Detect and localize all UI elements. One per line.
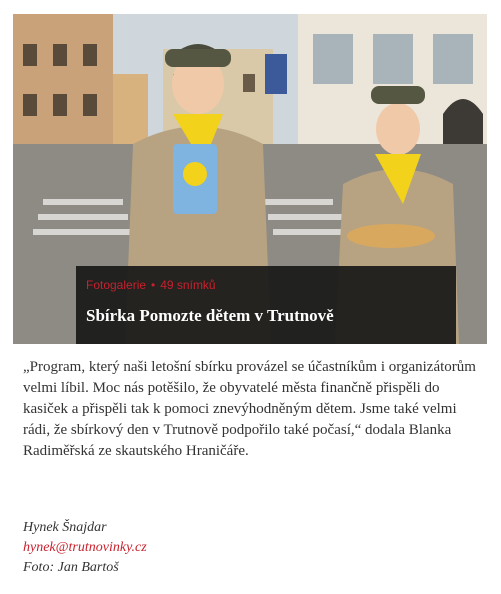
gallery-photo-count: 49 snímků	[160, 278, 216, 292]
gallery-label[interactable]: Fotogalerie	[86, 278, 147, 292]
author-name: Hynek Šnajdar	[23, 520, 107, 535]
article-signature	[23, 518, 147, 578]
gallery-separator: •	[151, 278, 156, 292]
gallery-meta	[86, 278, 216, 292]
article-photo[interactable]	[13, 14, 487, 344]
gallery-caption-box[interactable]	[76, 266, 456, 344]
photo-credit: Foto: Jan Bartoš	[23, 560, 119, 575]
article-quote: „Program, který naši letošní sbírku provázel se účastníkům i organizátorům velmi líbil. Moc nás potěšilo, že obyvatelé města finančně přispěli do kasiček a přispěli tak k pomoci znevýhodněným dětem. Jsme také velmi rádi, že sbírkový den v Trutnově podpořilo také počasí,“ dodala Blanka Radiměřská ze skautského Hraničáře.	[23, 359, 476, 459]
author-email-link[interactable]: hynek@trutnovinky.cz	[23, 540, 147, 555]
gallery-title[interactable]: Sbírka Pomozte dětem v Trutnově	[86, 306, 334, 325]
